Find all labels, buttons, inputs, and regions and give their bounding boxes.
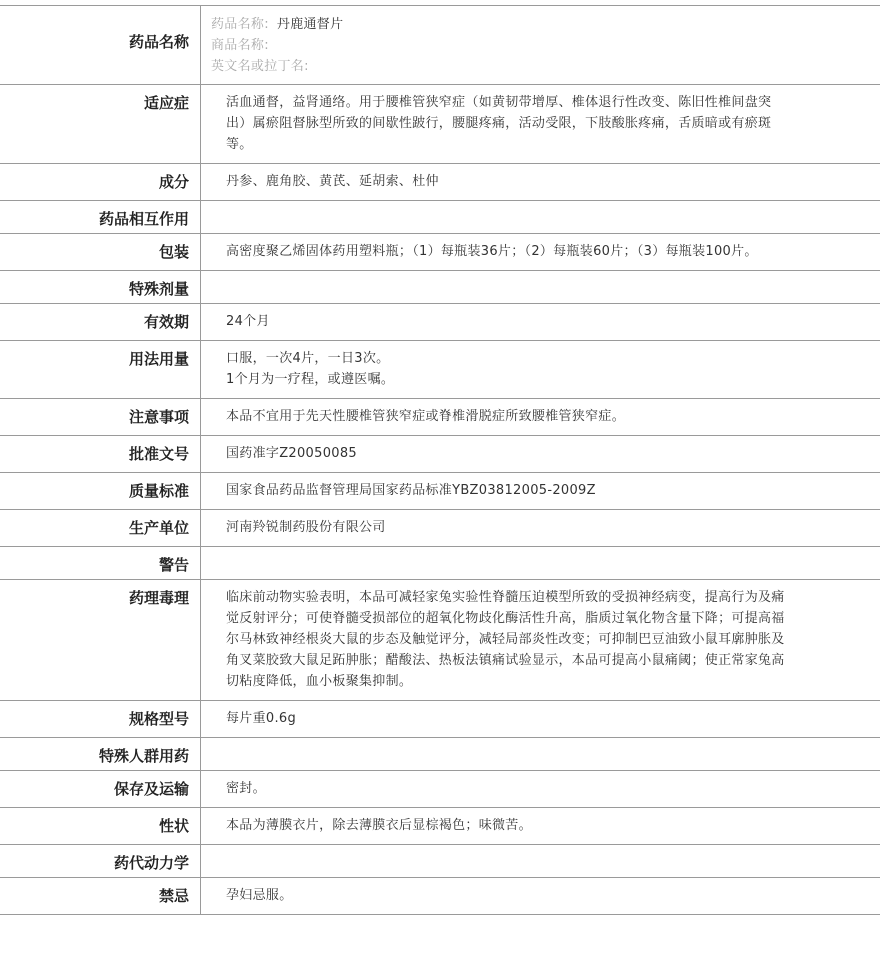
row-interactions bbox=[0, 201, 880, 234]
english-name-key: 英文名或拉丁名: bbox=[211, 59, 309, 74]
row-label: 药品相互作用 bbox=[0, 201, 201, 233]
row-label: 警告 bbox=[0, 547, 201, 579]
row-value bbox=[201, 341, 880, 398]
row-pharmacokinetics bbox=[0, 845, 880, 878]
row-quality-standard bbox=[0, 473, 880, 510]
row-packaging bbox=[0, 234, 880, 271]
row-value: 丹参、鹿角胶、黄芪、延胡索、杜仲 bbox=[226, 174, 439, 189]
row-description bbox=[0, 808, 880, 845]
row-label: 特殊人群用药 bbox=[0, 738, 201, 770]
trade-name-line bbox=[211, 35, 785, 56]
row-label: 药代动力学 bbox=[0, 845, 201, 877]
row-value bbox=[201, 201, 880, 233]
generic-name-value: 丹鹿通督片 bbox=[276, 17, 344, 32]
row-value bbox=[201, 547, 880, 579]
row-label: 药理毒理 bbox=[0, 580, 201, 700]
row-ingredients bbox=[0, 164, 880, 201]
row-special-populations bbox=[0, 738, 880, 771]
row-label: 批准文号 bbox=[0, 436, 201, 472]
usage-line-2: 1个月为一疗程，或遵医嘱。 bbox=[226, 372, 395, 387]
row-label: 质量标准 bbox=[0, 473, 201, 509]
generic-name-line bbox=[211, 14, 785, 35]
row-label: 药品名称 bbox=[0, 6, 201, 84]
row-label: 禁忌 bbox=[0, 878, 201, 914]
row-indications bbox=[0, 85, 880, 164]
row-label: 包装 bbox=[0, 234, 201, 270]
row-usage-dosage bbox=[0, 341, 880, 399]
row-label: 特殊剂量 bbox=[0, 271, 201, 303]
row-value: 活血通督，益肾通络。用于腰椎管狭窄症（如黄韧带增厚、椎体退行性改变、陈旧性椎间盘突出）属瘀阻督脉型所致的间歇性跛行，腰腿疼痛，活动受限，下肢酸胀疼痛，舌质暗或有瘀斑等。 bbox=[226, 95, 772, 152]
row-label: 生产单位 bbox=[0, 510, 201, 546]
row-value: 本品为薄膜衣片，除去薄膜衣后显棕褐色；味微苦。 bbox=[226, 818, 532, 833]
row-storage bbox=[0, 771, 880, 808]
row-special-dosage bbox=[0, 271, 880, 304]
row-value: 国药准字Z20050085 bbox=[226, 446, 357, 461]
row-value: 24个月 bbox=[226, 314, 270, 329]
row-label: 适应症 bbox=[0, 85, 201, 163]
row-value bbox=[201, 271, 880, 303]
row-specification bbox=[0, 701, 880, 738]
row-value: 国家食品药品监督管理局国家药品标准YBZ03812005-2009Z bbox=[226, 483, 596, 498]
row-value bbox=[201, 845, 880, 877]
usage-line-1: 口服，一次4片，一日3次。 bbox=[226, 351, 390, 366]
row-shelf-life bbox=[0, 304, 880, 341]
trade-name-key: 商品名称: bbox=[211, 38, 269, 53]
row-warning bbox=[0, 547, 880, 580]
row-label: 有效期 bbox=[0, 304, 201, 340]
row-pharmacology bbox=[0, 580, 880, 701]
generic-name-key: 药品名称: bbox=[211, 17, 269, 32]
row-label: 用法用量 bbox=[0, 341, 201, 398]
row-value bbox=[201, 738, 880, 770]
row-value: 本品不宜用于先天性腰椎管狭窄症或脊椎滑脱症所致腰椎管狭窄症。 bbox=[226, 409, 626, 424]
english-name-line bbox=[211, 56, 785, 77]
row-value: 孕妇忌服。 bbox=[226, 888, 293, 903]
row-value: 高密度聚乙烯固体药用塑料瓶；（1）每瓶装36片；（2）每瓶装60片；（3）每瓶装100片。 bbox=[226, 244, 758, 259]
row-approval-number bbox=[0, 436, 880, 473]
row-manufacturer bbox=[0, 510, 880, 547]
row-label: 性状 bbox=[0, 808, 201, 844]
row-value: 每片重0.6g bbox=[226, 711, 297, 726]
row-value: 临床前动物实验表明，本品可减轻家兔实验性脊髓压迫模型所致的受损神经病变，提高行为及痛觉反射评分；可使脊髓受损部位的超氧化物歧化酶活性升高，脂质过氧化物含量下降；可提高福尔马林致神经根炎大鼠的步态及触觉评分，减轻局部炎性改变；可抑制巴豆油致小鼠耳廓肿胀及角叉菜胶致大鼠足跖肿胀；醋酸法、热板法镇痛试验显示，本品可提高小鼠痛阈；使正常家兔高切粘度降低，血小板聚集抑制。 bbox=[226, 590, 785, 689]
row-label: 成分 bbox=[0, 164, 201, 200]
row-value: 密封。 bbox=[226, 781, 266, 796]
drug-spec-table bbox=[0, 5, 880, 915]
row-label: 规格型号 bbox=[0, 701, 201, 737]
row-value: 河南羚锐制药股份有限公司 bbox=[226, 520, 386, 535]
drug-names-block bbox=[201, 6, 880, 84]
row-contraindications bbox=[0, 878, 880, 915]
row-drug-name bbox=[0, 6, 880, 85]
row-label: 注意事项 bbox=[0, 399, 201, 435]
row-label: 保存及运输 bbox=[0, 771, 201, 807]
row-precautions bbox=[0, 399, 880, 436]
